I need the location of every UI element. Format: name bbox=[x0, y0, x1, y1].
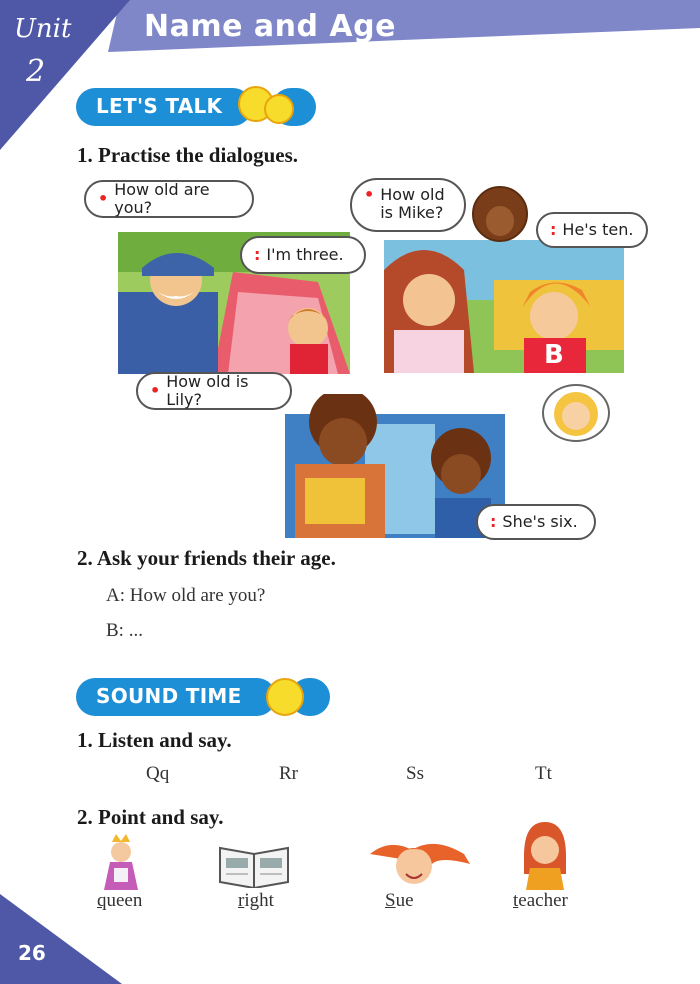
speech-bubble-how-old-is-lily: • How old is Lily? bbox=[136, 372, 292, 410]
task-listen-and-say: 1. Listen and say. bbox=[77, 728, 232, 752]
speech-bubble-hes-ten: : He's ten. bbox=[536, 212, 648, 248]
speech-bubble-shes-six: : She's six. bbox=[476, 504, 596, 540]
word-queen: queen bbox=[97, 890, 143, 911]
word-sue: Sue bbox=[385, 890, 414, 911]
task-point-and-say: 2. Point and say. bbox=[77, 805, 224, 829]
dialogue-line-b: B: ... bbox=[106, 620, 143, 641]
mike-portrait bbox=[472, 186, 528, 242]
speaker-dot-icon: • bbox=[98, 188, 109, 208]
speaker-dot-icon: : bbox=[490, 511, 497, 531]
book-picture bbox=[218, 842, 290, 888]
sound-time-banner bbox=[76, 674, 336, 720]
unit-number: 2 bbox=[26, 54, 46, 89]
word-right: right bbox=[238, 890, 274, 911]
page-number: 26 bbox=[18, 941, 46, 965]
page-title: Name and Age bbox=[144, 9, 396, 44]
speech-bubble-how-old-are-you: • How old are you? bbox=[84, 180, 254, 218]
speaker-dot-icon: • bbox=[364, 185, 375, 204]
task-ask-friends-age: 2. Ask your friends their age. bbox=[77, 546, 336, 570]
sound-time-label: SOUND TIME bbox=[96, 684, 242, 708]
queen-picture bbox=[98, 832, 144, 890]
sue-picture bbox=[360, 834, 472, 890]
letter-pair-ss: Ss bbox=[406, 763, 424, 784]
lets-talk-label: LET'S TALK bbox=[96, 94, 223, 118]
lets-talk-banner bbox=[76, 84, 321, 130]
letter-pair-rr: Rr bbox=[279, 763, 298, 784]
dialogue-line-a: A: How old are you? bbox=[106, 585, 266, 606]
shirt-letter: B bbox=[544, 340, 564, 370]
task-practise-dialogues: 1. Practise the dialogues. bbox=[77, 143, 299, 167]
unit-label: Unit bbox=[14, 14, 72, 44]
teacher-picture bbox=[518, 820, 572, 890]
speaker-dot-icon: : bbox=[254, 244, 261, 264]
speech-bubble-im-three: : I'm three. bbox=[240, 236, 366, 274]
speech-bubble-how-old-is-mike: • How old is Mike? bbox=[350, 178, 466, 232]
word-teacher: teacher bbox=[513, 890, 568, 911]
speaker-dot-icon: • bbox=[150, 380, 161, 400]
letter-pair-qq: Qq bbox=[146, 763, 170, 784]
smiley-icon bbox=[264, 94, 294, 124]
footer-corner-shape bbox=[0, 894, 140, 984]
speaker-dot-icon: : bbox=[550, 219, 557, 239]
letter-pair-tt: Tt bbox=[535, 763, 552, 784]
smiley-icon bbox=[266, 678, 304, 716]
illustration-mother-mike bbox=[384, 240, 624, 373]
lily-portrait bbox=[542, 384, 610, 442]
